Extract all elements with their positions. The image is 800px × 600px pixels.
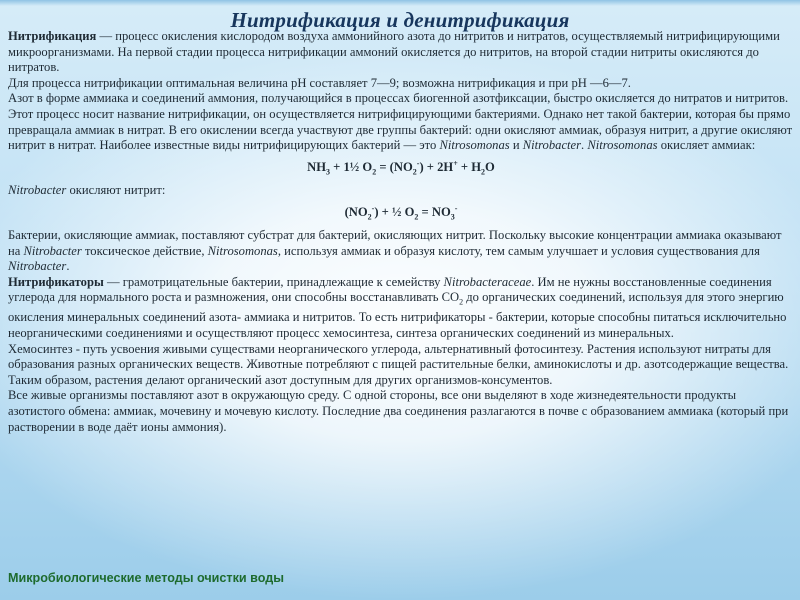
formula-ammonia-oxidation: $NH_3$ + 1½ $O_2 = (NO_2^-) + 2H^+ + H_2O$ — [307, 158, 495, 177]
genus-nitrobacter: Nitrobacter — [8, 259, 67, 274]
paragraph-nitrogen-cycle: Все живые организмы поставляют азот в окружающую среду. С одной стороны, все они выделяют в ходе жизнедеятельности продукты азотистого обмена: аммиак, мочевину и мочевую кислоту. Последние два соединения разлагаются в почве с образованием аммиака (который при растворении в воде даёт ионы аммония). — [8, 388, 789, 434]
genus-nitrosomonas: Nitrosomonas — [587, 138, 658, 153]
slide-title: Нитрификация и денитрификация — [230, 8, 570, 32]
slide-body — [8, 29, 794, 435]
family-nitrobacteraceae: Nitrobacteraceae — [443, 274, 532, 289]
formula-nitrite-oxidation: $(NO_2^-)$ + ½ $O_2 = NO_3^-$ — [344, 203, 458, 222]
paragraph-ph: Для процесса нитрификации оптимальная величина pH составляет 7—9; возможна нитрификация и при pH —6—7. — [8, 75, 631, 90]
genus-nitrobacter: Nitrobacter — [23, 243, 82, 258]
paragraph-nitrification-definition: Нитрификация — процесс окисления кислородом воздуха аммонийного азота до нитритов и нитратов, осуществляемый нитрифицирующими микроорганизмами. На первой стадии процесса нитрификации аммоний окисляется до нитритов, на второй стадии нитриты окисляются до нитратов. — [8, 29, 780, 75]
genus-nitrobacter: Nitrobacter — [522, 138, 582, 153]
next-section-heading: Микробиологические методы очистки воды — [8, 571, 284, 585]
paragraph-nitrifiers: Нитрификаторы — грамотрицательные бактерии, принадлежащие к семейству Nitrobacteraceae. Им не нужны восстановленные соединения углерода для нормального роста и размножения, они способны восстанавливать $CO_2$ до органических соединений, используя для этого энергию окисления минеральных соединений азота- аммиака и нитритов. То есть нитрификаторы - бактерии, которые способны питаться исключительно неорганическими соединениями и осуществляют процесс хемосинтеза, синтеза органических соединений из минеральных. — [8, 274, 787, 341]
paragraph-nitrobacter: Nitrobacter окисляют нитрит: — [8, 183, 166, 198]
paragraph-chemosynthesis: Хемосинтез - путь усвоения живыми существами неорганического углерода, альтернативный фотосинтезу. Растения используют нитраты для образования разных органических веществ. Животные потребляют с пищей растительные белки, аминокислоты и др. азотсодержащие вещества. Таким образом, растения делают органический азот доступным для других организмов-консументов. — [8, 341, 789, 387]
term-nitrification: Нитрификация — [8, 29, 97, 43]
term-nitrifiers: Нитрификаторы — [8, 274, 104, 289]
genus-nitrosomonas: Nitrosomonas — [439, 138, 510, 153]
top-edge-decoration — [0, 0, 800, 6]
paragraph-substrate: Бактерии, окисляющие аммиак, поставляют субстрат для бактерий, окисляющих нитрит. Поскольку высокие концентрации аммиака оказывают на Nitrobacter токсическое действие, Nitrosomonas, используя аммиак и образуя кислоту, тем самым улучшает и условия существования для Nitrobacter. — [8, 227, 782, 274]
genus-nitrobacter: Nitrobacter — [8, 183, 67, 198]
genus-nitrosomonas: Nitrosomonas — [207, 243, 278, 258]
paragraph-nitrifying-bacteria: Азот в форме аммиака и соединений аммония, получающийся в процессах биогенной азотфиксации, быстро окисляется до нитратов и нитритов. Этот процесс носит название нитрификации, он осуществляется нитрифицирующими бактериями. Однако нет такой бактерии, которая бы прямо превращала аммиак в нитрат. В его окислении всегда участвуют две группы бактерий: одни окисляют аммиак, образуя нитрит, а другие окисляют нитрит в нитрат. Наиболее известные виды нитрифицирующих бактерий — это Nitrosomonas и Nitrobacter. Nitrosomonas окисляет аммиак: — [8, 91, 793, 153]
